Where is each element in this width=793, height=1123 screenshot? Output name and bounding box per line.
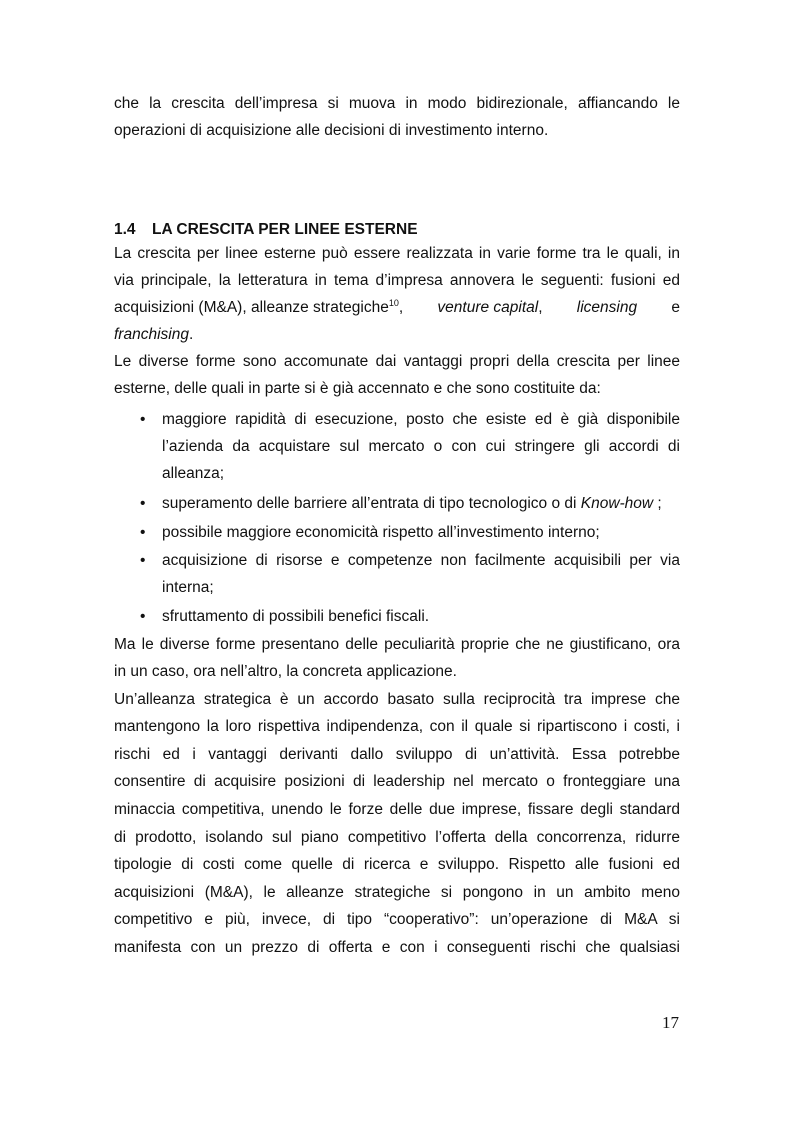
para1-line-3 [114, 298, 680, 318]
para1-line-4 [114, 325, 193, 345]
para4-line-7: tipologie di costi come quelle di ricerca e sviluppo. Rispetto alle fusioni ed [114, 856, 680, 873]
para1-line-1: La crescita per linee esterne può essere realizzata in varie forme tra le quali, in [114, 245, 680, 262]
para1-text-a: acquisizioni (M&A), alleanze strategiche [114, 299, 389, 316]
bullet-marker: • [140, 495, 146, 512]
bullet-marker: • [140, 552, 146, 569]
bullet-4-line-1: acquisizione di risorse e competenze non facilmente acquisibili per via [162, 552, 680, 569]
bullet-2-end: ; [653, 495, 662, 512]
intro-line-1: che la crescita dell’impresa si muova in modo bidirezionale, affiancando le [114, 95, 680, 112]
know-how-term: Know-how [580, 495, 654, 512]
para1-comma: , [538, 299, 543, 316]
para1-line-2: via principale, la letteratura in tema d’impresa annovera le seguenti: fusioni ed [114, 272, 680, 289]
bullet-1-line-2: l’azienda da acquistare sul mercato o con cui stringere gli accordi di [162, 438, 680, 455]
section-number: 1.4 [114, 221, 136, 238]
bullet-5: sfruttamento di possibili benefici fiscali. [162, 608, 430, 625]
para4-line-3: rischi ed i vantaggi derivanti dallo sviluppo di un’attività. Essa potrebbe [114, 746, 680, 763]
para1-and: e [671, 299, 680, 316]
para2-line-1: Le diverse forme sono accomunate dai vantaggi propri della crescita per linee [114, 353, 680, 370]
bullet-1-line-1: maggiore rapidità di esecuzione, posto che esiste ed è già disponibile [162, 411, 680, 428]
franchising-term: franchising [114, 326, 189, 343]
bullet-4-line-2: interna; [162, 579, 214, 596]
para4-line-9: competitivo e più, invece, di tipo “cooperativo”: un’operazione di M&A si [114, 911, 680, 928]
bullet-marker: • [140, 608, 146, 625]
para4-line-2: mantengono la loro rispettiva indipendenza, con il quale si ripartiscono i costi, i [114, 718, 680, 735]
section-heading [114, 220, 418, 240]
para1-segment-2 [437, 298, 542, 318]
para1-text-b: , [398, 299, 404, 316]
page-number: 17 [662, 1013, 679, 1032]
bullet-3: possibile maggiore economicità rispetto all’investimento interno; [162, 524, 600, 541]
para1-period: . [188, 326, 194, 343]
para4-line-4: consentire di acquisire posizioni di leadership nel mercato o fronteggiare una [114, 773, 680, 790]
bullet-2 [162, 494, 662, 514]
para3-line-2: in un caso, ora nell’altro, la concreta applicazione. [114, 663, 457, 680]
bullet-marker: • [140, 411, 146, 428]
para1-segment-1 [114, 298, 403, 318]
para4-line-6: di prodotto, isolando sul piano competitivo l’offerta della concorrenza, ridurre [114, 829, 680, 846]
intro-line-2: operazioni di acquisizione alle decisioni di investimento interno. [114, 122, 549, 139]
para4-line-8: acquisizioni (M&A), le alleanze strategiche si pongono in un ambito meno [114, 884, 680, 901]
para4-line-10: manifesta con un prezzo di offerta e con i conseguenti rischi che qualsiasi [114, 939, 680, 956]
section-title: LA CRESCITA PER LINEE ESTERNE [152, 221, 418, 238]
para3-line-1: Ma le diverse forme presentano delle peculiarità proprie che ne giustificano, ora [114, 636, 680, 653]
para4-line-5: minaccia competitiva, unendo le forze delle due imprese, fissare degli standard [114, 801, 680, 818]
licensing-term: licensing [576, 299, 638, 316]
footnote-ref: 10 [388, 298, 399, 308]
bullet-marker: • [140, 524, 146, 541]
bullet-2-text: superamento delle barriere all’entrata di tipo tecnologico o di [162, 495, 581, 512]
bullet-1-line-3: alleanza; [162, 465, 225, 482]
venture-capital-term: venture capital [437, 299, 539, 316]
para4-line-1: Un’alleanza strategica è un accordo basato sulla reciprocità tra imprese che [114, 691, 680, 708]
para2-line-2: esterne, delle quali in parte si è già accennato e che sono costituite da: [114, 380, 601, 397]
